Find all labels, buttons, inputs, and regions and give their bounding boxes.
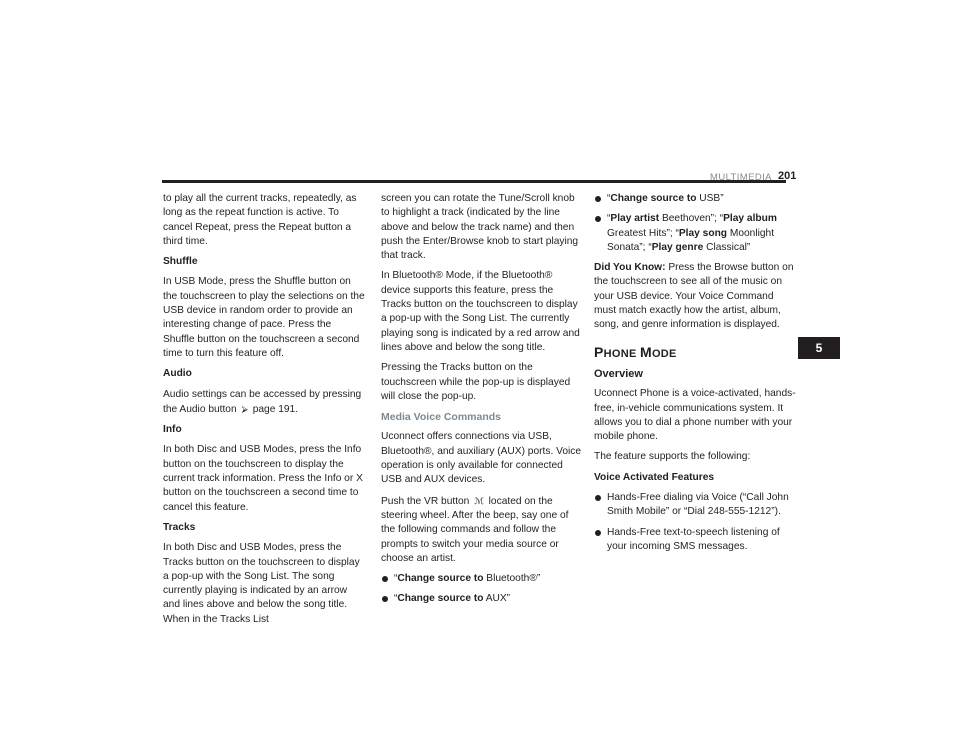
list-item: Hands-Free dialing via Voice (“Call John Smith Mobile” or “Dial 248-555-1212”). (594, 491, 796, 520)
command-keyword: Play artist (610, 213, 660, 225)
paragraph: In Bluetooth® Mode, if the Bluetooth® device supports this feature, press the Tracks button on the touchscreen to display a pop-up with the Song List. The currently playing song is indicated by a red arrow and lines above and below the song title. (381, 270, 580, 353)
paragraph: Uconnect offers connections via USB, Bluetooth®, and auxiliary (AUX) ports. Voice operation is only available for connected USB and AUX devices. (381, 431, 582, 486)
paragraph: In USB Mode, press the Shuffle button on the touchscreen to play the selections on the USB device in random order to provide an interesting change of pace. Press the Shuffle button on the touchscreen a second time to turn this feature off. (163, 276, 365, 359)
paragraph: to play all the current tracks, repeatedly, as long as the repeat function is active. To cancel Repeat, press the Repeat button a third time. (163, 193, 357, 247)
did-you-know-label: Did You Know: (594, 262, 666, 274)
command-keyword: Change source to (610, 193, 697, 204)
section-title-phone-mode: PHONE MODE (594, 343, 677, 360)
header-rule (162, 180, 786, 183)
voice-command-list (381, 572, 583, 607)
media-voice-commands-heading: Media Voice Commands (381, 411, 502, 424)
paragraph: The feature supports the following: (594, 451, 751, 463)
voice-recognition-icon: ℳ (474, 495, 484, 506)
page-number: 201 (778, 170, 797, 182)
vr-text: Push the VR button (381, 495, 470, 507)
did-you-know-paragraph: Did You Know: Press the Browse button on the touchscreen to see all of the music on your USB device. Your Voice Command must match exactly how the artist, album, song, and genre information is displayed. (594, 262, 794, 331)
shuffle-heading: Shuffle (163, 256, 198, 268)
column-3 (594, 192, 796, 560)
voice-command-list (594, 192, 796, 255)
column-2 (381, 192, 583, 613)
list-item: “Change source to AUX” (381, 592, 583, 606)
vr-text: located on the steering wheel. After the beep, say one of the following commands and follow the prompts to switch your media source or choose an artist. (381, 495, 569, 564)
paragraph: Pressing the Tracks button on the touchscreen while the pop-up is displayed will close the pop-up. (381, 362, 571, 402)
paragraph: In both Disc and USB Modes, press the Tracks button on the touchscreen to display a pop-up with the Song List. The song currently playing is indicated by an arrow and lines above and below the song title. When in the Tracks List (163, 542, 360, 625)
info-heading: Info (163, 424, 182, 436)
audio-heading: Audio (163, 368, 192, 380)
list-item: Hands-Free text-to-speech listening of your incoming SMS messages. (594, 526, 796, 555)
command-keyword: Play song (678, 227, 728, 239)
list-item: “Play artist Beethoven”; “Play album Greatest Hits”; “Play song Moonlight Sonata”; “Play genre Classical” (594, 212, 796, 255)
audio-text: Audio settings can be accessed by pressing the Audio button (163, 388, 362, 415)
column-1 (163, 192, 365, 633)
overview-heading: Overview (594, 367, 643, 380)
feature-list (594, 491, 796, 554)
list-item: “Change source to Bluetooth®” (381, 572, 583, 586)
voice-activated-features-heading: Voice Activated Features (594, 471, 715, 483)
page-reference-link[interactable]: page 191. (252, 403, 299, 415)
paragraph: In both Disc and USB Modes, press the Info button on the touchscreen to display the current track information. Press the Info or X button on the touchscreen a second time to cancel this feature. (163, 444, 363, 513)
paragraph: screen you can rotate the Tune/Scroll knob to highlight a track (indicated by the line above and below the track name) and then push the Enter/Browse knob to start playing that track. (381, 193, 579, 262)
tracks-heading: Tracks (163, 521, 196, 533)
paragraph (163, 388, 365, 418)
command-keyword: Play album (723, 213, 777, 225)
command-keyword: Play genre (651, 241, 704, 253)
paragraph: Uconnect Phone is a voice-activated, hands-free, in-vehicle communications system. It allows you to dial a phone number with your mobile phone. (594, 388, 796, 443)
cross-reference-arrow-icon: ⮚ (241, 403, 248, 414)
command-keyword: Change source to (397, 593, 484, 605)
running-header-section: MULTIMEDIA (710, 172, 772, 183)
paragraph (381, 494, 583, 566)
chapter-tab: 5 (798, 337, 840, 359)
command-keyword: Change source to (397, 573, 484, 585)
list-item: “Change source to USB” (594, 192, 796, 206)
